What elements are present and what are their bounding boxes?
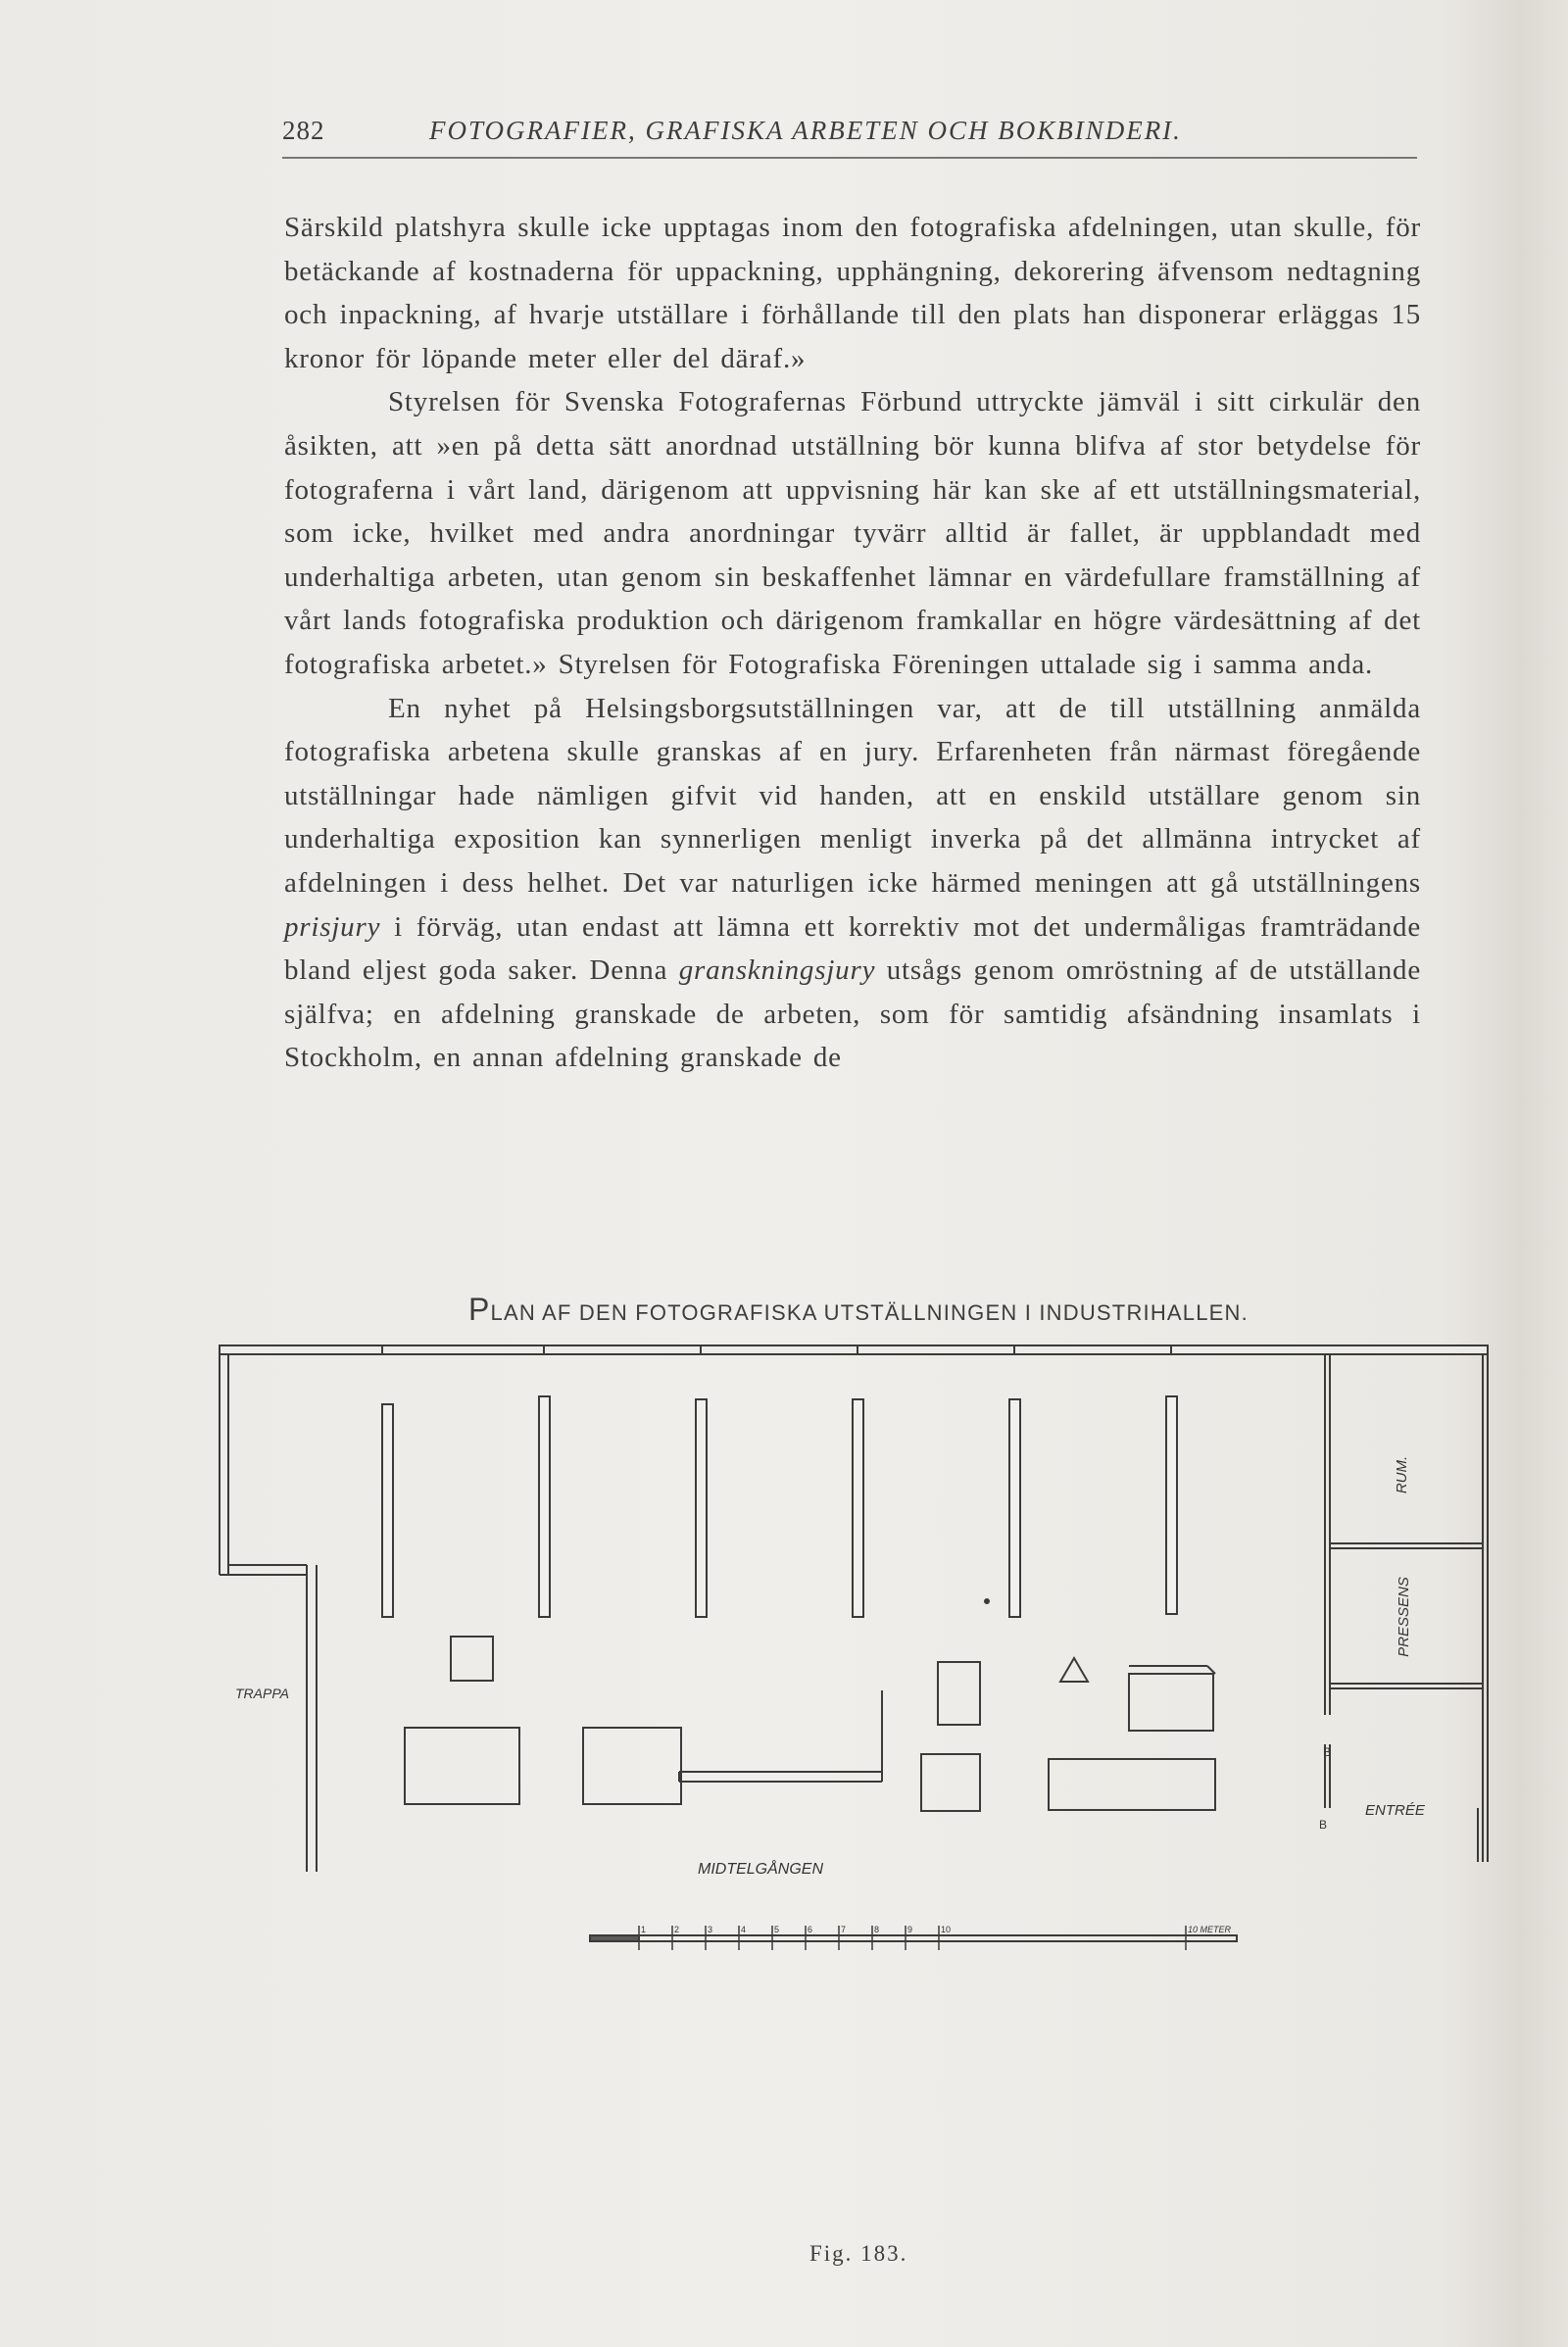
figure-caption: Fig. 183.: [809, 2241, 908, 2266]
exhibit-table: [1129, 1674, 1213, 1731]
label-pressens: PRESSENS: [1396, 1577, 1412, 1657]
scale-tick-label: 1: [641, 1925, 647, 1934]
emphasis-prisjury: prisjury: [284, 910, 381, 943]
exhibit-table: [583, 1728, 681, 1804]
plan-title-initial: P: [468, 1292, 491, 1327]
screen-wall: [696, 1399, 707, 1617]
scale-bar: [590, 1925, 1237, 1950]
label-mittelgangen: MIDTELGÅNGEN: [698, 1861, 824, 1878]
screen-walls: [382, 1396, 1177, 1617]
screen-wall: [1009, 1399, 1020, 1617]
page-number: 282: [282, 116, 325, 145]
scale-tick-label: 4: [741, 1925, 747, 1934]
exhibit-case: [938, 1662, 980, 1725]
label-trappa: TRAPPA: [235, 1686, 289, 1701]
screen-wall: [1166, 1396, 1177, 1614]
label-rum: RUM.: [1394, 1455, 1410, 1494]
emphasis-granskningsjury: granskningsjury: [678, 954, 876, 987]
paragraph-3-part-c: utsågs genom omröstning af de utställande själfva; en afdelning granskade de arbeten, som för samtidig afsändning insamlats i Stockholm, en annan afdelning granskade de: [284, 954, 1421, 1074]
label-b-lower: B: [1319, 1818, 1328, 1832]
scale-tick-label: 6: [808, 1925, 813, 1934]
exhibit-case: [451, 1637, 493, 1681]
screen-wall: [539, 1396, 550, 1617]
scale-tick-label: 2: [674, 1925, 680, 1934]
screen-wall: [382, 1404, 393, 1617]
paragraph-3-part-a: En nyhet på Helsingsborgsutställningen var, att de till utställning anmälda fotografiska arbetena skulle granskas af en jury. Erfarenheten från närmast föregående utställningar hade nämligen gifvit vid handen, att en enskild utställare genom sin underhaltiga exposition kan synnerligen menligt inverka på det allmänna intrycket af afdelningen i dess helhet. Det var naturligen icke härmed meningen att gå utställningens: [284, 692, 1421, 899]
paragraph-3-part-b: i förväg, utan endast att lämna ett korrektiv mot det undermåligas framträdande bland eljest goda saker. Denna: [284, 910, 1421, 987]
plan-title-text: LAN AF DEN FOTOGRAFISKA UTSTÄLLNINGEN I INDUSTRIHALLEN.: [490, 1300, 1249, 1325]
scale-tick-label: 9: [907, 1925, 913, 1934]
exhibit-stand: [1060, 1658, 1088, 1682]
scale-tick-label: 7: [841, 1925, 847, 1934]
running-title: FOTOGRAFIER, GRAFISKA ARBETEN OCH BOKBINDERI.: [429, 116, 1182, 145]
label-entree: ENTRÉE: [1365, 1802, 1425, 1819]
exhibit-tables: [405, 1599, 1215, 1811]
scale-tick-label: 3: [708, 1925, 713, 1934]
paragraph-2: Styrelsen för Svenska Fotografernas Förbund uttryckte jämväl i sitt cirkulär den åsikten, att »en på detta sätt anordnad utställning bör kunna blifva af stor betydelse för fotograferna i vårt land, därigenom att uppvisning här kan ske af ett utställningsmaterial, som icke, hvilket med andra anordningar tyvärr alltid är fallet, är uppblandadt med underhaltiga arbeten, utan genom sin beskaffenhet lämnar en värdefullare framställning af vårt lands fotografiska produktion och därigenom framkallar en högre värdesättning af det fotografiska arbetet.» Styrelsen för Fotografiska Föreningen uttalade sig i samma anda.: [284, 386, 1421, 680]
exhibit-table: [921, 1754, 980, 1811]
label-b-upper: B: [1323, 1745, 1332, 1759]
plan-labels: [235, 1456, 1426, 1878]
exhibit-table: [405, 1728, 519, 1804]
scale-unit-label: 10 METER: [1188, 1925, 1232, 1934]
exhibit-table: [1049, 1759, 1215, 1810]
screen-wall: [853, 1399, 863, 1617]
scale-tick-label: 5: [774, 1925, 780, 1934]
scale-tick-label: 8: [874, 1925, 880, 1934]
scale-tick-label: 10: [941, 1925, 952, 1934]
paragraph-1: Särskild platshyra skulle icke upptagas inom den fotografiska afdelningen, utan skulle, för betäckande af kostnaderna för uppackning, upphängning, dekorering äfvensom nedtagning och inpackning, af hvarje utställare i förhållande till den plats han disponerar erläggas 15 kronor för löpande meter eller del däraf.»: [284, 212, 1421, 374]
